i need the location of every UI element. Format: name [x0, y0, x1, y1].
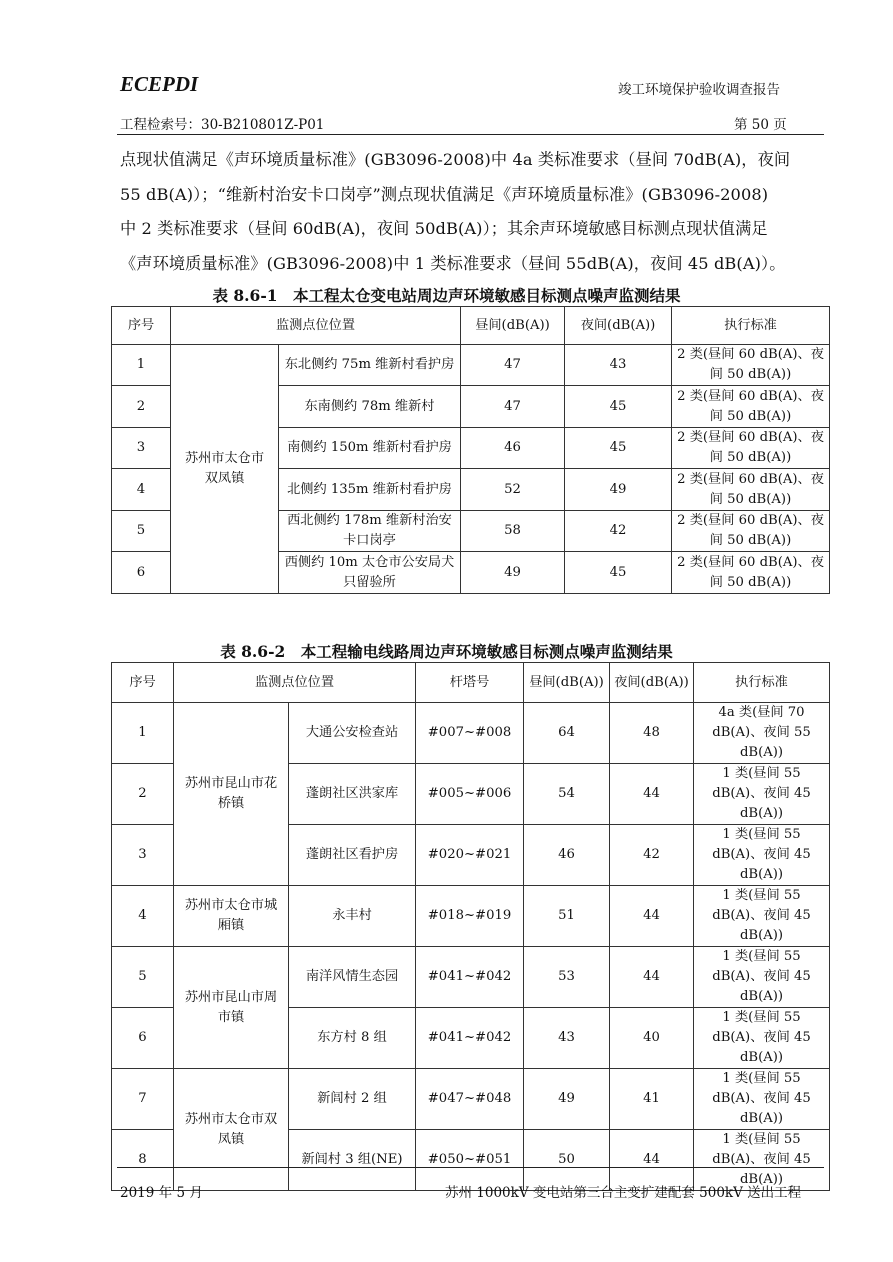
night-value: 41 [610, 1069, 694, 1130]
row-number: 1 [112, 703, 174, 764]
table-row [112, 886, 830, 947]
table2-caption: 表 8.6-2 本工程输电线路周边声环境敏感目标测点噪声监测结果 [220, 642, 673, 661]
header-cell: 序号 [112, 663, 174, 703]
table1-header-row [112, 307, 830, 345]
town-cell: 苏州市昆山市花桥镇 [174, 703, 289, 886]
standard-cell: 2 类(昼间 60 dB(A)、夜间 50 dB(A)) [672, 469, 830, 511]
day-value: 51 [524, 886, 610, 947]
standard-cell: 2 类(昼间 60 dB(A)、夜间 50 dB(A)) [672, 345, 830, 386]
tower-cell: #005~#006 [416, 764, 524, 825]
table-row [112, 345, 830, 386]
day-value: 47 [461, 345, 565, 386]
tower-cell: #041~#042 [416, 947, 524, 1008]
header-cell: 夜间(dB(A)) [610, 663, 694, 703]
header-cell: 监测点位位置 [171, 307, 461, 345]
day-value: 50 [524, 1130, 610, 1191]
day-value: 64 [524, 703, 610, 764]
location-cell: 新闾村 3 组(NE) [289, 1130, 416, 1191]
location-cell: 东方村 8 组 [289, 1008, 416, 1069]
standard-cell: 4a 类(昼间 70 dB(A)、夜间 55 dB(A)) [694, 703, 830, 764]
table1 [111, 306, 830, 594]
location-cell: 大通公安检查站 [289, 703, 416, 764]
day-value: 43 [524, 1008, 610, 1069]
header-cell: 昼间(dB(A)) [461, 307, 565, 345]
tower-cell: #007~#008 [416, 703, 524, 764]
night-value: 45 [565, 552, 672, 594]
table-row [112, 947, 830, 1008]
night-value: 42 [610, 825, 694, 886]
tower-cell: #047~#048 [416, 1069, 524, 1130]
row-number: 1 [112, 345, 171, 386]
header-cell: 夜间(dB(A)) [565, 307, 672, 345]
standard-cell: 1 类(昼间 55 dB(A)、夜间 45 dB(A)) [694, 886, 830, 947]
row-number: 6 [112, 552, 171, 594]
night-value: 48 [610, 703, 694, 764]
night-value: 42 [565, 511, 672, 552]
town-cell: 苏州市太仓市双凤镇 [171, 345, 279, 594]
header-cell: 序号 [112, 307, 171, 345]
row-number: 6 [112, 1008, 174, 1069]
paragraph-line: 中 2 类标准要求（昼间 60dB(A)，夜间 50dB(A)）；其余声环境敏感目标测点现状值满足 [120, 219, 768, 238]
day-value: 47 [461, 386, 565, 428]
night-value: 45 [565, 386, 672, 428]
town-cell: 苏州市太仓市城厢镇 [174, 886, 289, 947]
night-value: 43 [565, 345, 672, 386]
standard-cell: 1 类(昼间 55 dB(A)、夜间 45 dB(A)) [694, 1069, 830, 1130]
row-number: 3 [112, 428, 171, 469]
row-number: 8 [112, 1130, 174, 1191]
standard-cell: 1 类(昼间 55 dB(A)、夜间 45 dB(A)) [694, 825, 830, 886]
day-value: 49 [461, 552, 565, 594]
night-value: 44 [610, 947, 694, 1008]
table2-header-row [112, 663, 830, 703]
day-value: 46 [524, 825, 610, 886]
report-title: 竣工环境保护验收调查报告 [618, 82, 780, 98]
day-value: 46 [461, 428, 565, 469]
header-cell: 监测点位位置 [174, 663, 416, 703]
table-row [112, 703, 830, 764]
night-value: 45 [565, 428, 672, 469]
paragraph-line: 《声环境质量标准》(GB3096-2008)中 1 类标准要求（昼间 55dB(A)，夜间 45 dB(A)）。 [120, 253, 786, 273]
day-value: 53 [524, 947, 610, 1008]
row-number: 4 [112, 886, 174, 947]
location-cell: 南侧约 150m 维新村看护房 [279, 428, 461, 469]
footer-date: 2019 年 5 月 [120, 1185, 203, 1201]
standard-cell: 2 类(昼间 60 dB(A)、夜间 50 dB(A)) [672, 552, 830, 594]
location-cell: 蓬朗社区看护房 [289, 825, 416, 886]
standard-cell: 1 类(昼间 55 dB(A)、夜间 45 dB(A)) [694, 764, 830, 825]
tower-cell: #020~#021 [416, 825, 524, 886]
table2 [111, 662, 830, 1191]
header-cell: 杆塔号 [416, 663, 524, 703]
day-value: 58 [461, 511, 565, 552]
day-value: 49 [524, 1069, 610, 1130]
header-cell: 执行标准 [672, 307, 830, 345]
standard-cell: 1 类(昼间 55 dB(A)、夜间 45 dB(A)) [694, 1130, 830, 1191]
footer-project: 苏州 1000kV 变电站第三台主变扩建配套 500kV 送出工程 [445, 1185, 802, 1201]
paragraph-line: 点现状值满足《声环境质量标准》(GB3096-2008)中 4a 类标准要求（昼间 70dB(A)，夜间 [120, 150, 791, 169]
header-cell: 执行标准 [694, 663, 830, 703]
header-cell: 昼间(dB(A)) [524, 663, 610, 703]
row-number: 7 [112, 1069, 174, 1130]
page-number: 第 50 页 [734, 117, 787, 133]
standard-cell: 2 类(昼间 60 dB(A)、夜间 50 dB(A)) [672, 428, 830, 469]
row-number: 5 [112, 511, 171, 552]
location-cell: 东北侧约 75m 维新村看护房 [279, 345, 461, 386]
project-code: 工程检索号：30-B210801Z-P01 [120, 117, 325, 133]
body-paragraph [120, 143, 825, 281]
table2-clip [110, 662, 832, 1187]
location-cell: 北侧约 135m 维新村看护房 [279, 469, 461, 511]
standard-cell: 1 类(昼间 55 dB(A)、夜间 45 dB(A)) [694, 1008, 830, 1069]
table-row [112, 1069, 830, 1130]
tower-cell: #041~#042 [416, 1008, 524, 1069]
logo: ECEPDI [120, 72, 199, 96]
row-number: 4 [112, 469, 171, 511]
location-cell: 西北侧约 178m 维新村治安卡口岗亭 [279, 511, 461, 552]
town-cell: 苏州市昆山市周市镇 [174, 947, 289, 1069]
location-cell: 西侧约 10m 太仓市公安局犬只留验所 [279, 552, 461, 594]
location-cell: 南洋风情生态园 [289, 947, 416, 1008]
standard-cell: 1 类(昼间 55 dB(A)、夜间 45 dB(A)) [694, 947, 830, 1008]
tower-cell: #018~#019 [416, 886, 524, 947]
row-number: 2 [112, 386, 171, 428]
night-value: 49 [565, 469, 672, 511]
night-value: 44 [610, 1130, 694, 1191]
row-number: 2 [112, 764, 174, 825]
night-value: 44 [610, 886, 694, 947]
standard-cell: 2 类(昼间 60 dB(A)、夜间 50 dB(A)) [672, 386, 830, 428]
night-value: 44 [610, 764, 694, 825]
day-value: 54 [524, 764, 610, 825]
standard-cell: 2 类(昼间 60 dB(A)、夜间 50 dB(A)) [672, 511, 830, 552]
location-cell: 永丰村 [289, 886, 416, 947]
header-divider [117, 134, 824, 135]
footer-divider [117, 1167, 824, 1168]
town-cell: 苏州市太仓市双凤镇 [174, 1069, 289, 1191]
night-value: 40 [610, 1008, 694, 1069]
day-value: 52 [461, 469, 565, 511]
table1-caption: 表 8.6-1 本工程太仓变电站周边声环境敏感目标测点噪声监测结果 [212, 286, 681, 305]
location-cell: 蓬朗社区洪家库 [289, 764, 416, 825]
tower-cell: #050~#051 [416, 1130, 524, 1191]
paragraph-line: 55 dB(A)）；“维新村治安卡口岗亭”测点现状值满足《声环境质量标准》(GB3096-2008) [120, 184, 769, 204]
location-cell: 东南侧约 78m 维新村 [279, 386, 461, 428]
location-cell: 新闾村 2 组 [289, 1069, 416, 1130]
row-number: 5 [112, 947, 174, 1008]
row-number: 3 [112, 825, 174, 886]
